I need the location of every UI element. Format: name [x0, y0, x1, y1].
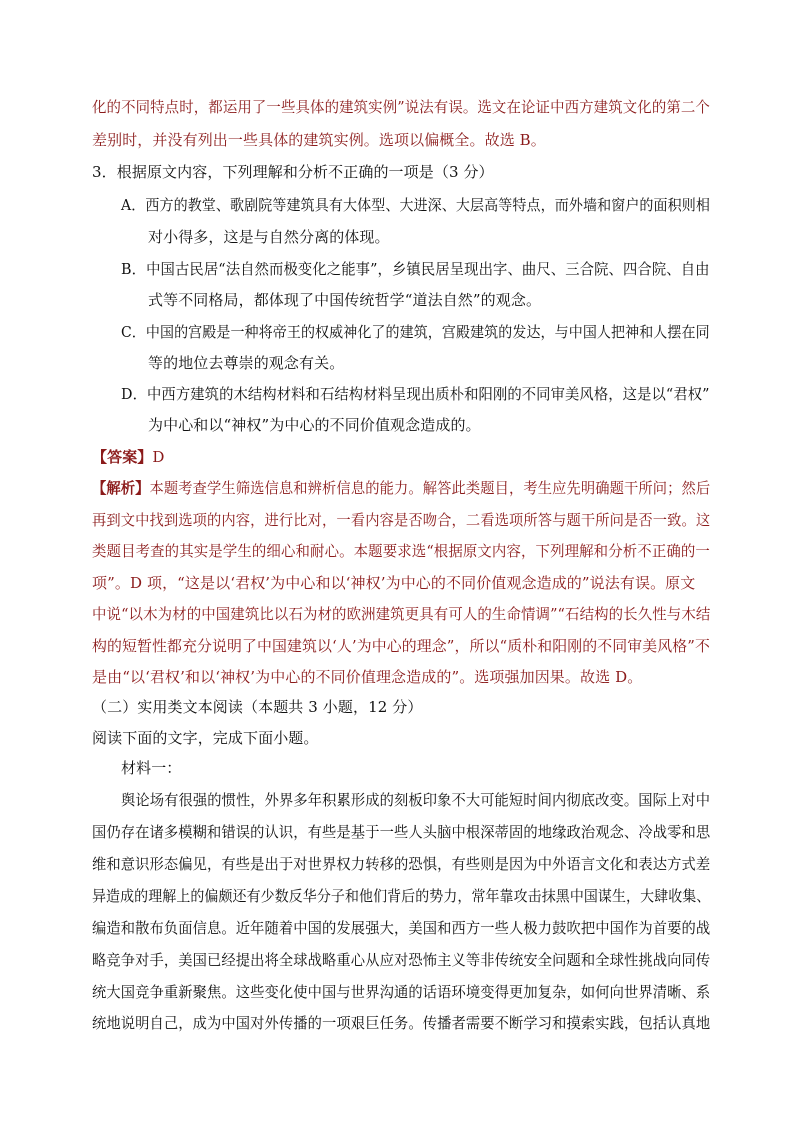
- material-label: 材料一：: [121, 759, 182, 777]
- material-paragraph-line-3: 维和意识形态偏见，有些是出于对世界权力转移的恐惧，有些则是因为中外语言文化和表达方式差: [92, 855, 711, 873]
- material-paragraph-line-4: 异造成的理解上的偏颇还有少数反华分子和他们背后的势力，常年靠攻击抹黑中国谋生，大肆收集、: [92, 887, 711, 905]
- answer-label: 【答案】: [92, 448, 153, 466]
- analysis-line-4: 项”。D 项，“这是以‘君权’为中心和以‘神权’为中心的不同价值观念造成的”说法有误。原文: [92, 574, 696, 592]
- option-a-line-1: A．西方的教堂、歌剧院等建筑具有大体型、大进深、大层高等特点，而外墙和窗户的面积则相: [121, 196, 711, 214]
- material-paragraph-line-2: 国仍存在诸多模糊和错误的认识，有些是基于一些人头脑中根深蒂固的地缘政治观念、冷战零和思: [92, 823, 711, 841]
- analysis-line-2: 再到文中找到选项的内容，进行比对，一看内容是否吻合，二看选项所答与题干所问是否一致。这: [92, 511, 711, 529]
- material-paragraph-line-1: 舆论场有很强的惯性，外界多年积累形成的刻板印象不大可能短时间内彻底改变。国际上对中: [121, 791, 711, 809]
- option-a-line-2: 对小得多，这是与自然分离的体现。: [148, 228, 390, 246]
- analysis-line-3: 类题目考查的其实是学生的细心和耐心。本题要求选“根据原文内容，下列理解和分析不正确的一: [92, 542, 710, 560]
- analysis-line-7: 是由“以‘君权’和以‘神权’为中心的不同价值理念造成的”。选项强加因果。故选 D。: [92, 668, 643, 686]
- reading-instruction: 阅读下面的文字，完成下面小题。: [92, 729, 319, 747]
- option-d-line-1: D．中西方建筑的木结构材料和石结构材料呈现出质朴和阳刚的不同审美风格，这是以“君权”: [121, 385, 710, 403]
- analysis-label: 【解析】: [92, 479, 150, 497]
- answer-line: [92, 447, 165, 467]
- section-heading: （二）实用类文本阅读（本题共 3 小题，12 分）: [92, 698, 423, 716]
- material-paragraph-line-6: 略竞争对手，美国已经提出将全球战略重心从应对恐怖主义等非传统安全问题和全球性挑战向同传: [92, 951, 711, 969]
- material-paragraph-line-8: 统地说明自己，成为中国对外传播的一项艰巨任务。传播者需要不断学习和摸索实践，包括认真地: [92, 1014, 711, 1032]
- previous-analysis-line-2: 差别时，并没有列出一些具体的建筑实例。选项以偏概全。故选 B。: [92, 131, 546, 149]
- analysis-text-1: 本题考查学生筛选信息和辨析信息的能力。解答此类题目，考生应先明确题干所问；然后: [149, 479, 711, 497]
- analysis-line-1: [92, 478, 710, 498]
- option-c-line-2: 等的地位去尊崇的观念有关。: [148, 354, 345, 372]
- analysis-line-5: 中说“以木为材的中国建筑比以石为材的欧洲建筑更具有可人的生命情调”“石结构的长久性与木结: [92, 605, 711, 623]
- question-3-stem: 3．根据原文内容，下列理解和分析不正确的一项是（3 分）: [92, 163, 494, 181]
- option-c-line-1: C．中国的宫殿是一种将帝王的权威神化了的建筑，宫殿建筑的发达，与中国人把神和人摆在同: [121, 323, 710, 341]
- option-b-line-2: 式等不同格局，都体现了中国传统哲学“道法自然”的观念。: [148, 291, 542, 309]
- option-b-line-1: B．中国古民居“法自然而极变化之能事”，乡镇民居呈现出字、曲尺、三合院、四合院、自由: [121, 260, 710, 278]
- material-paragraph-line-7: 统大国竞争重新聚焦。这些变化使中国与世界沟通的话语环境变得更加复杂，如何向世界清晰、系: [92, 983, 711, 1001]
- material-paragraph-line-5: 编造和散布负面信息。近年随着中国的发展强大，美国和西方一些人极力鼓吹把中国作为首要的战: [92, 919, 711, 937]
- analysis-line-6: 构的短暂性都充分说明了中国建筑以‘人’为中心的理念”，所以“质朴和阳刚的不同审美风格”不: [92, 637, 710, 655]
- previous-analysis-line-1: 化的不同特点时，都运用了一些具体的建筑实例”说法有误。选文在论证中西方建筑文化的第二个: [92, 98, 710, 116]
- option-d-line-2: 为中心和以“神权”为中心的不同价值观念造成的。: [148, 416, 481, 434]
- answer-value: D: [152, 448, 165, 466]
